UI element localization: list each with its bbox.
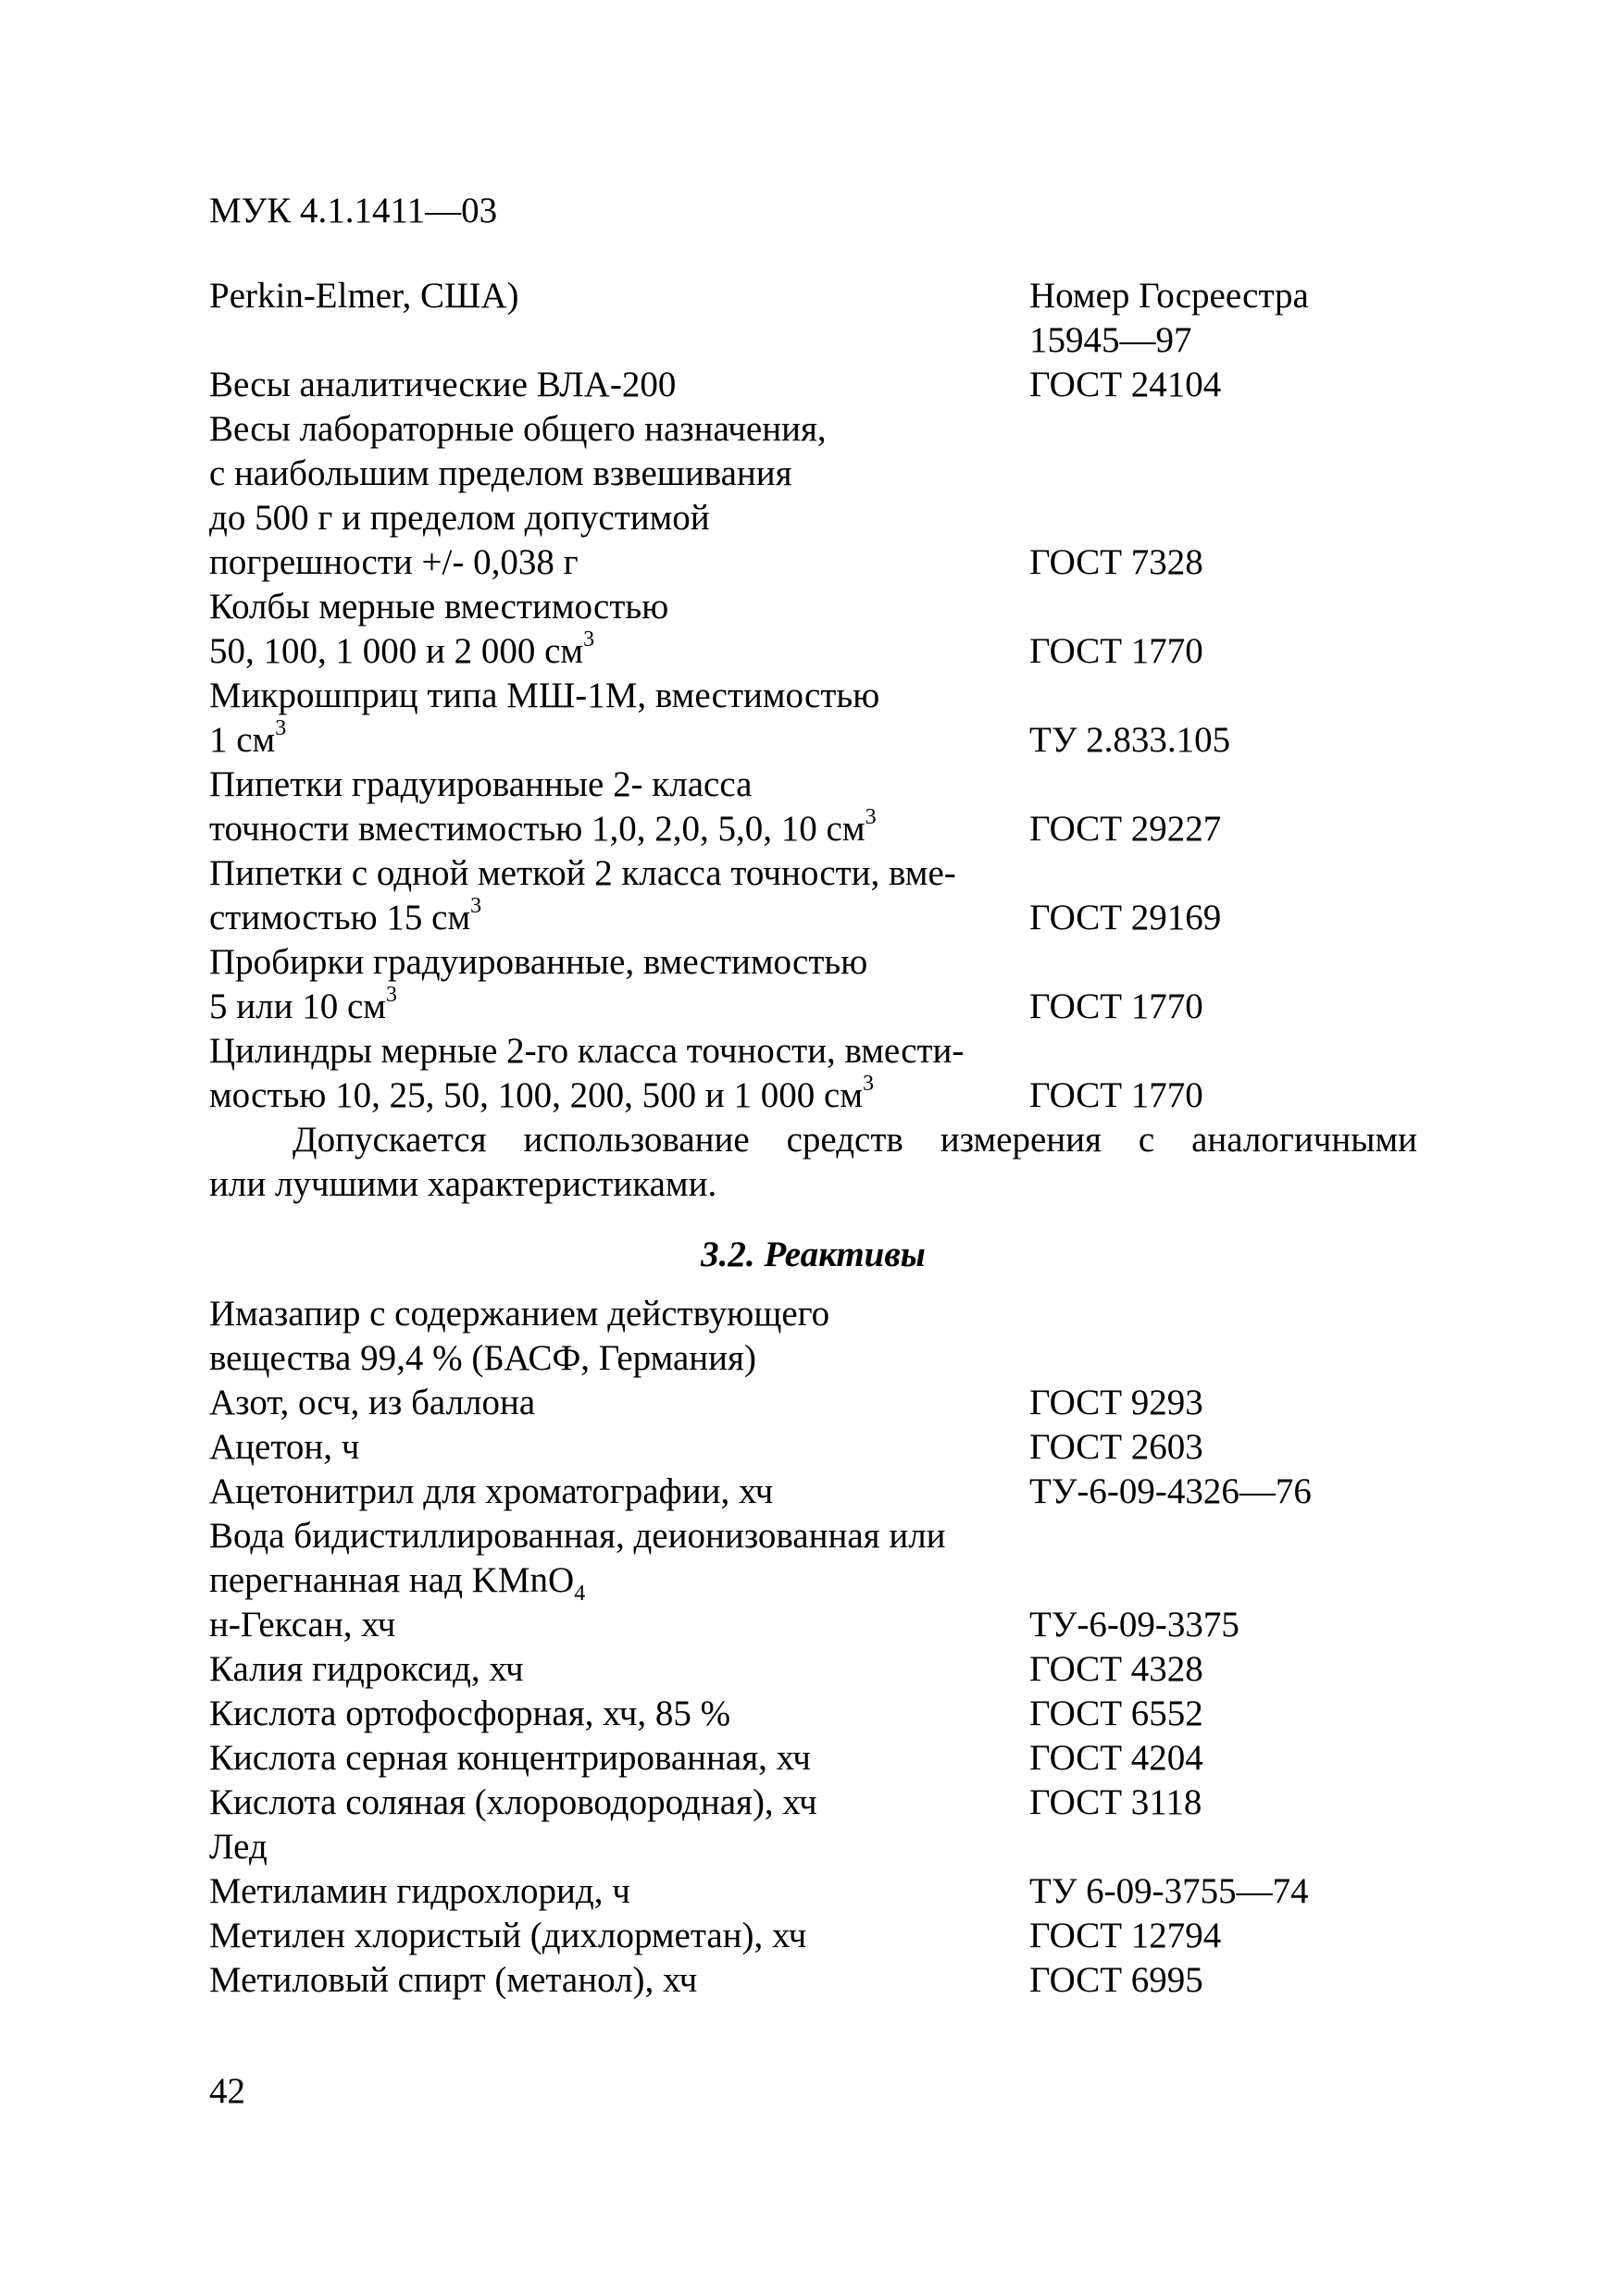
running-header: МУК 4.1.1411—03 <box>209 191 498 230</box>
equipment-item <box>209 985 397 1029</box>
reagent-item <box>209 1558 586 1606</box>
superscript: 3 <box>865 805 877 829</box>
reagent-item: вещества 99,4 % (БАСФ, Германия) <box>209 1338 756 1378</box>
reagent-standard: ГОСТ 9293 <box>1029 1383 1203 1422</box>
equipment-standard: 15945—97 <box>1029 320 1192 360</box>
reagent-standard: ГОСТ 2603 <box>1029 1427 1203 1467</box>
reagent-item: Метилен хлористый (дихлорметан), хч <box>209 1916 807 1955</box>
equipment-standard: ГОСТ 29227 <box>1029 809 1222 849</box>
equipment-item <box>209 1074 874 1118</box>
equipment-item: погрешности +/- 0,038 г <box>209 542 579 582</box>
equipment-standard: ГОСТ 24104 <box>1029 365 1222 404</box>
equipment-item: Цилиндры мерные 2-го класса точности, вмести- <box>209 1031 965 1071</box>
superscript: 3 <box>470 894 482 918</box>
equipment-standard: ГОСТ 1770 <box>1029 987 1203 1026</box>
superscript: 3 <box>863 1072 875 1096</box>
equipment-item <box>209 807 877 851</box>
reagent-item: Вода бидистиллированная, деионизованная или <box>209 1516 946 1556</box>
reagent-item: Азот, осч, из баллона <box>209 1383 536 1422</box>
equipment-item-text: стимостью 15 см <box>209 898 471 937</box>
superscript: 3 <box>275 716 287 740</box>
equipment-item <box>209 629 594 674</box>
subscript: 4 <box>574 1581 586 1606</box>
equipment-standard: ГОСТ 7328 <box>1029 542 1203 582</box>
reagent-standard: ГОСТ 4328 <box>1029 1649 1203 1689</box>
reagent-item-text: перегнанная над KMnO <box>209 1560 575 1600</box>
section-heading: 3.2. Реактивы <box>701 1235 926 1274</box>
reagent-item: Лед <box>209 1827 268 1867</box>
reagent-standard: ТУ-6-09-3375 <box>1029 1605 1239 1644</box>
equipment-standard: ГОСТ 1770 <box>1029 1075 1203 1115</box>
superscript: 3 <box>385 983 397 1007</box>
reagent-item: Метиловый спирт (метанол), хч <box>209 1960 698 2000</box>
equipment-standard: ТУ 2.833.105 <box>1029 720 1231 760</box>
reagent-item: Калия гидроксид, хч <box>209 1649 524 1689</box>
reagent-item: Ацетон, ч <box>209 1427 360 1467</box>
equipment-item: Пробирки градуированные, вместимостью <box>209 942 868 982</box>
reagent-standard: ТУ 6-09-3755—74 <box>1029 1871 1309 1911</box>
equipment-standard: ГОСТ 1770 <box>1029 631 1203 671</box>
equipment-item: Perkin-Elmer, США) <box>209 276 519 316</box>
reagent-standard: ГОСТ 3118 <box>1029 1782 1202 1822</box>
equipment-item: Микрошприц типа МШ-1М, вместимостью <box>209 676 880 715</box>
reagent-item: н-Гексан, хч <box>209 1605 396 1644</box>
note-paragraph-line: или лучшими характеристиками. <box>209 1164 717 1204</box>
equipment-item-text: 5 или 10 см <box>209 987 386 1026</box>
reagent-standard: ТУ-6-09-4326—76 <box>1029 1471 1312 1511</box>
equipment-item: Весы аналитические ВЛА-200 <box>209 365 677 404</box>
reagent-standard: ГОСТ 12794 <box>1029 1916 1222 1955</box>
equipment-item-text: 1 см <box>209 720 276 760</box>
equipment-item-text: точности вместимостью 1,0, 2,0, 5,0, 10 см <box>209 809 866 849</box>
equipment-item: Колбы мерные вместимостью <box>209 587 669 627</box>
reagent-standard: ГОСТ 6552 <box>1029 1694 1203 1733</box>
equipment-item: Весы лабораторные общего назначения, <box>209 409 827 449</box>
equipment-standard: Номер Госреестра <box>1029 276 1309 316</box>
reagent-item: Ацетонитрил для хроматографии, хч <box>209 1471 774 1511</box>
reagent-item: Кислота серная концентрированная, хч <box>209 1738 811 1778</box>
equipment-item: Пипетки с одной меткой 2 класса точности, вме- <box>209 853 956 893</box>
reagent-standard: ГОСТ 4204 <box>1029 1738 1203 1778</box>
equipment-item <box>209 718 286 763</box>
equipment-item-text: мостью 10, 25, 50, 100, 200, 500 и 1 000 см <box>209 1075 864 1115</box>
note-paragraph-line: Допускается использование средств измерения с аналогичными <box>293 1120 1417 1160</box>
reagent-item: Имазапир с содержанием действующего <box>209 1294 830 1334</box>
reagent-item: Кислота ортофосфорная, хч, 85 % <box>209 1694 731 1733</box>
equipment-item <box>209 896 481 940</box>
equipment-item: с наибольшим пределом взвешивания <box>209 453 792 493</box>
superscript: 3 <box>583 627 595 652</box>
equipment-item: до 500 г и пределом допустимой <box>209 498 710 538</box>
page-number: 42 <box>209 2071 245 2111</box>
reagent-standard: ГОСТ 6995 <box>1029 1960 1203 2000</box>
equipment-item-text: 50, 100, 1 000 и 2 000 см <box>209 631 584 671</box>
equipment-standard: ГОСТ 29169 <box>1029 898 1222 937</box>
reagent-item: Кислота соляная (хлороводородная), хч <box>209 1782 817 1822</box>
equipment-item: Пипетки градуированные 2- класса <box>209 764 753 804</box>
reagent-item: Метиламин гидрохлорид, ч <box>209 1871 630 1911</box>
